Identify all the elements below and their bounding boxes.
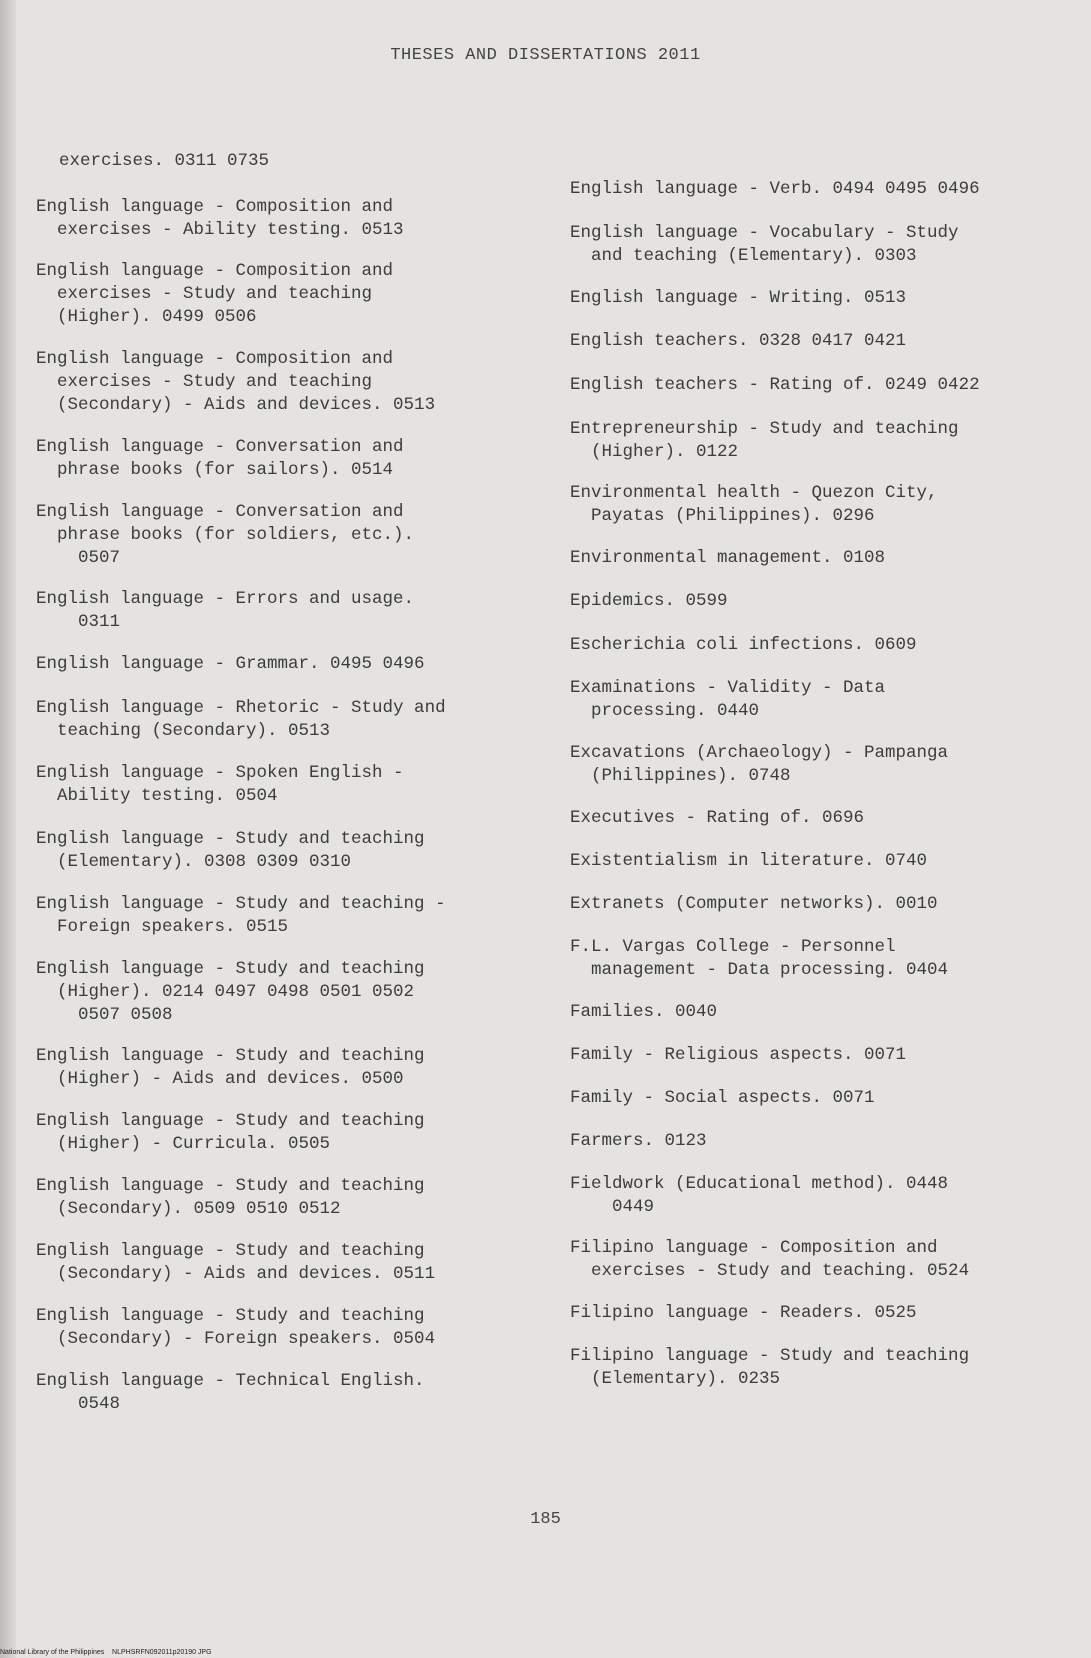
index-entry: Families. 0040 (570, 1002, 718, 1022)
index-entry: Filipino language - Composition and exercises - Study and teaching. 0524 (570, 1238, 970, 1281)
index-entry: English language - Verb. 0494 0495 0496 (570, 179, 980, 199)
index-entry: English language - Vocabulary - Study and teaching (Elementary). 0303 (570, 223, 959, 266)
index-entry: English teachers - Rating of. 0249 0422 (570, 375, 980, 395)
index-entry: Extranets (Computer networks). 0010 (570, 894, 938, 914)
index-entry: English language - Conversation and phrase books (for sailors). 0514 (36, 437, 404, 480)
index-entry: English language - Grammar. 0495 0496 (36, 654, 425, 674)
index-entry: English language - Errors and usage. 0311 (36, 589, 415, 632)
index-entry: English language - Rhetoric - Study and teaching (Secondary). 0513 (36, 698, 446, 741)
index-entry: Epidemics. 0599 (570, 591, 728, 611)
index-entry: Family - Religious aspects. 0071 (570, 1045, 907, 1065)
index-entry: Farmers. 0123 (570, 1131, 707, 1151)
index-entry: Environmental health - Quezon City, Payatas (Philippines). 0296 (570, 483, 938, 526)
index-entry: English language - Study and teaching (Secondary) - Aids and devices. 0511 (36, 1241, 436, 1284)
index-entry: Executives - Rating of. 0696 (570, 808, 865, 828)
index-entry: Excavations (Archaeology) - Pampanga (Philippines). 0748 (570, 743, 949, 786)
index-entry: English language - Composition and exercises - Ability testing. 0513 (36, 197, 404, 240)
index-entry: Family - Social aspects. 0071 (570, 1088, 875, 1108)
index-entry: F.L. Vargas College - Personnel management - Data processing. 0404 (570, 937, 949, 980)
index-entry: English language - Composition and exercises - Study and teaching (Secondary) - Aids and devices. 0513 (36, 349, 436, 415)
index-entry: English language - Conversation and phrase books (for soldiers, etc.). 0507 (36, 502, 415, 568)
index-entry: Entrepreneurship - Study and teaching (Higher). 0122 (570, 419, 959, 462)
index-entry: English language - Study and teaching (Secondary) - Foreign speakers. 0504 (36, 1306, 436, 1349)
index-entry: English language - Study and teaching (Elementary). 0308 0309 0310 (36, 829, 425, 872)
page-number: 185 (530, 1510, 561, 1529)
index-entry: English language - Study and teaching (Secondary). 0509 0510 0512 (36, 1176, 425, 1219)
index-entry: English language - Study and teaching (Higher) - Aids and devices. 0500 (36, 1046, 425, 1089)
index-entry: English language - Study and teaching - Foreign speakers. 0515 (36, 894, 446, 937)
index-entry: English language - Composition and exercises - Study and teaching (Higher). 0499 0506 (36, 261, 394, 327)
index-entry: Examinations - Validity - Data processing. 0440 (570, 678, 886, 721)
index-entry: Filipino language - Readers. 0525 (570, 1303, 917, 1323)
index-entry: Filipino language - Study and teaching (Elementary). 0235 (570, 1346, 970, 1389)
index-entry: exercises. 0311 0735 (38, 151, 270, 171)
page-edge (0, 0, 16, 1658)
index-entry: English language - Technical English. 0548 (36, 1371, 425, 1414)
index-entry: English language - Spoken English - Ability testing. 0504 (36, 763, 404, 806)
index-entry: English language - Writing. 0513 (570, 288, 907, 308)
index-entry: Environmental management. 0108 (570, 548, 886, 568)
index-entry: English language - Study and teaching (Higher). 0214 0497 0498 0501 0502 0507 0508 (36, 959, 425, 1025)
index-entry: English language - Study and teaching (Higher) - Curricula. 0505 (36, 1111, 425, 1154)
footer-caption: National Library of the Philippines NLPHSRFN092011p20190 JPG (0, 1649, 212, 1656)
index-entry: Fieldwork (Educational method). 0448 0449 (570, 1174, 949, 1217)
index-entry: English teachers. 0328 0417 0421 (570, 331, 907, 351)
index-entry: Escherichia coli infections. 0609 (570, 635, 917, 655)
index-entry: Existentialism in literature. 0740 (570, 851, 928, 871)
running-header: THESES AND DISSERTATIONS 2011 (390, 46, 701, 65)
